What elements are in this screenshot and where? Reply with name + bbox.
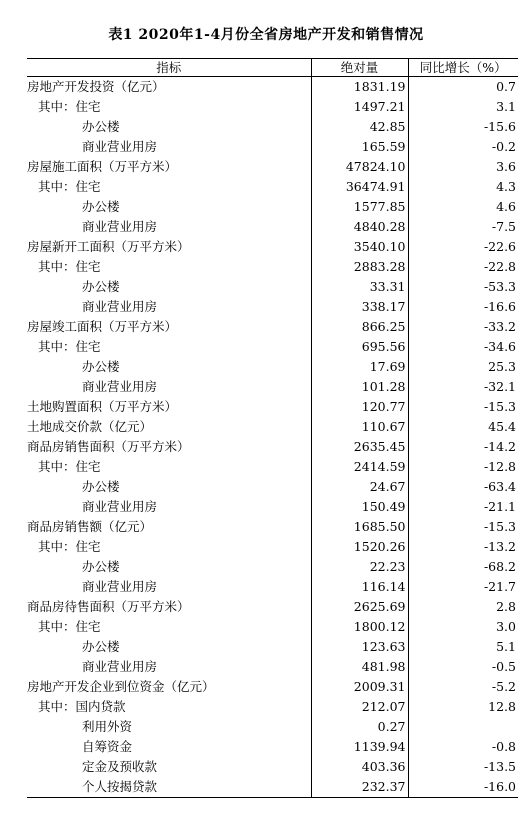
row-absolute-value: 338.17: [311, 297, 408, 317]
table-title: 表1 2020年1-4月份全省房地产开发和销售情况: [108, 27, 424, 43]
row-absolute-value: 232.37: [311, 777, 408, 798]
row-yoy-growth: -16.0: [483, 779, 516, 794]
table-row: [27, 117, 518, 137]
row-absolute-value: 33.31: [311, 277, 408, 297]
row-yoy-growth: -13.2: [483, 539, 516, 554]
row-indicator: 商业营业用房: [27, 657, 311, 677]
table-row: [27, 617, 518, 637]
row-absolute-value: 2414.59: [311, 457, 408, 477]
row-indicator: 房地产开发企业到位资金（亿元）: [27, 677, 311, 697]
row-indicator: 商业营业用房: [27, 137, 311, 157]
table-row: [27, 297, 518, 317]
row-absolute-value: 150.49: [311, 497, 408, 517]
table-row: [27, 257, 518, 277]
row-yoy-growth: 0.7: [496, 79, 516, 94]
row-yoy-growth: -34.6: [483, 339, 516, 354]
row-indicator: 房屋新开工面积（万平方米）: [27, 237, 311, 257]
row-indicator: 办公楼: [27, 117, 311, 137]
table-row: [27, 197, 518, 217]
row-indicator: 办公楼: [27, 637, 311, 657]
row-yoy-growth: -22.6: [483, 239, 516, 254]
row-indicator: 其中：住宅: [27, 457, 311, 477]
row-absolute-value: 1831.19: [311, 77, 408, 98]
row-yoy-growth: -0.5: [491, 659, 516, 674]
row-indicator: 房屋竣工面积（万平方米）: [27, 317, 311, 337]
table-row: [27, 597, 518, 617]
table-row: [27, 717, 518, 737]
row-indicator: 个人按揭贷款: [27, 777, 311, 798]
row-yoy-growth: -15.6: [483, 119, 516, 134]
row-indicator: 商品房销售额（亿元）: [27, 517, 311, 537]
row-yoy-growth: -21.1: [483, 499, 516, 514]
row-absolute-value: 212.07: [311, 697, 408, 717]
row-absolute-value: 0.27: [311, 717, 408, 737]
row-absolute-value: 24.67: [311, 477, 408, 497]
row-absolute-value: 116.14: [311, 577, 408, 597]
row-yoy-growth: 3.0: [496, 619, 516, 634]
table-row: [27, 577, 518, 597]
row-yoy-growth: 3.6: [496, 159, 516, 174]
row-indicator: 商业营业用房: [27, 377, 311, 397]
row-absolute-value: 1139.94: [311, 737, 408, 757]
row-absolute-value: 36474.91: [311, 177, 408, 197]
table-row: [27, 517, 518, 537]
table-row: [27, 237, 518, 257]
row-indicator: 商业营业用房: [27, 497, 311, 517]
row-indicator: 商业营业用房: [27, 577, 311, 597]
row-yoy-growth: -33.2: [483, 319, 516, 334]
table-row: [27, 377, 518, 397]
row-yoy-growth: [408, 717, 518, 737]
row-absolute-value: 481.98: [311, 657, 408, 677]
table-row: [27, 557, 518, 577]
row-indicator: 土地购置面积（万平方米）: [27, 397, 311, 417]
row-yoy-growth: -32.1: [483, 379, 516, 394]
table-row: [27, 457, 518, 477]
row-yoy-growth: -16.6: [483, 299, 516, 314]
table-body: [27, 77, 518, 798]
table-row: [27, 97, 518, 117]
row-yoy-growth: -68.2: [483, 559, 516, 574]
table-row: [27, 677, 518, 697]
row-yoy-growth: 45.4: [488, 419, 516, 434]
table-row: [27, 777, 518, 798]
row-indicator: 商品房销售面积（万平方米）: [27, 437, 311, 457]
row-yoy-growth: 4.6: [496, 199, 516, 214]
row-absolute-value: 1520.26: [311, 537, 408, 557]
table-row: [27, 317, 518, 337]
table-row: [27, 757, 518, 777]
row-yoy-growth: 3.1: [496, 99, 516, 114]
table-row: [27, 277, 518, 297]
row-indicator: 定金及预收款: [27, 757, 311, 777]
table-row: [27, 737, 518, 757]
row-absolute-value: 1577.85: [311, 197, 408, 217]
table-row: [27, 497, 518, 517]
row-absolute-value: 165.59: [311, 137, 408, 157]
row-absolute-value: 3540.10: [311, 237, 408, 257]
row-absolute-value: 2625.69: [311, 597, 408, 617]
table-row: [27, 697, 518, 717]
row-yoy-growth: -7.5: [491, 219, 516, 234]
header-absolute: 绝对量: [311, 59, 408, 77]
row-absolute-value: 22.23: [311, 557, 408, 577]
row-yoy-growth: -53.3: [483, 279, 516, 294]
row-yoy-growth: -0.8: [491, 739, 516, 754]
row-absolute-value: 695.56: [311, 337, 408, 357]
table-row: [27, 357, 518, 377]
row-indicator: 商业营业用房: [27, 297, 311, 317]
table-row: [27, 217, 518, 237]
row-yoy-growth: -63.4: [483, 479, 516, 494]
row-yoy-growth: -12.8: [483, 459, 516, 474]
row-indicator: 其中：住宅: [27, 537, 311, 557]
row-indicator: 办公楼: [27, 357, 311, 377]
row-yoy-growth: -15.3: [483, 399, 516, 414]
table-row: [27, 177, 518, 197]
row-absolute-value: 17.69: [311, 357, 408, 377]
table-row: [27, 657, 518, 677]
row-absolute-value: 866.25: [311, 317, 408, 337]
table-row: [27, 137, 518, 157]
row-indicator: 房地产开发投资（亿元）: [27, 77, 311, 98]
table-header-row: [27, 59, 518, 77]
row-absolute-value: 123.63: [311, 637, 408, 657]
row-yoy-growth: -15.3: [483, 519, 516, 534]
row-yoy-growth: -5.2: [491, 679, 516, 694]
row-absolute-value: 403.36: [311, 757, 408, 777]
header-indicator: 指标: [27, 59, 311, 77]
row-indicator: 办公楼: [27, 277, 311, 297]
row-indicator: 土地成交价款（亿元）: [27, 417, 311, 437]
row-absolute-value: 47824.10: [311, 157, 408, 177]
row-absolute-value: 4840.28: [311, 217, 408, 237]
row-indicator: 办公楼: [27, 557, 311, 577]
row-absolute-value: 42.85: [311, 117, 408, 137]
row-yoy-growth: -14.2: [483, 439, 516, 454]
row-indicator: 办公楼: [27, 197, 311, 217]
table-row: [27, 77, 518, 98]
row-absolute-value: 2635.45: [311, 437, 408, 457]
row-yoy-growth: 12.8: [488, 699, 516, 714]
row-absolute-value: 110.67: [311, 417, 408, 437]
row-indicator: 其中：住宅: [27, 97, 311, 117]
table-row: [27, 437, 518, 457]
table-row: [27, 537, 518, 557]
table-row: [27, 337, 518, 357]
row-indicator: 其中：住宅: [27, 257, 311, 277]
row-absolute-value: 1685.50: [311, 517, 408, 537]
row-indicator: 其中：国内贷款: [27, 697, 311, 717]
row-absolute-value: 120.77: [311, 397, 408, 417]
row-yoy-growth: 4.3: [496, 179, 516, 194]
row-indicator: 利用外资: [27, 717, 311, 737]
header-yoy: 同比增长（%）: [419, 60, 507, 75]
row-indicator: 其中：住宅: [27, 337, 311, 357]
row-yoy-growth: -0.2: [491, 139, 516, 154]
row-yoy-growth: -21.7: [483, 579, 516, 594]
row-absolute-value: 101.28: [311, 377, 408, 397]
row-yoy-growth: -22.8: [483, 259, 516, 274]
table-row: [27, 417, 518, 437]
row-absolute-value: 2883.28: [311, 257, 408, 277]
row-absolute-value: 2009.31: [311, 677, 408, 697]
row-yoy-growth: 25.3: [488, 359, 516, 374]
stats-table: [27, 58, 518, 798]
table-row: [27, 477, 518, 497]
row-indicator: 自筹资金: [27, 737, 311, 757]
row-indicator: 其中：住宅: [27, 617, 311, 637]
row-indicator: 商品房待售面积（万平方米）: [27, 597, 311, 617]
row-yoy-growth: 5.1: [496, 639, 516, 654]
row-yoy-growth: 2.8: [496, 599, 516, 614]
table-row: [27, 157, 518, 177]
table-row: [27, 637, 518, 657]
row-yoy-growth: -13.5: [483, 759, 516, 774]
row-absolute-value: 1497.21: [311, 97, 408, 117]
row-indicator: 办公楼: [27, 477, 311, 497]
row-indicator: 商业营业用房: [27, 217, 311, 237]
table-row: [27, 397, 518, 417]
row-indicator: 房屋施工面积（万平方米）: [27, 157, 311, 177]
row-absolute-value: 1800.12: [311, 617, 408, 637]
row-indicator: 其中：住宅: [27, 177, 311, 197]
